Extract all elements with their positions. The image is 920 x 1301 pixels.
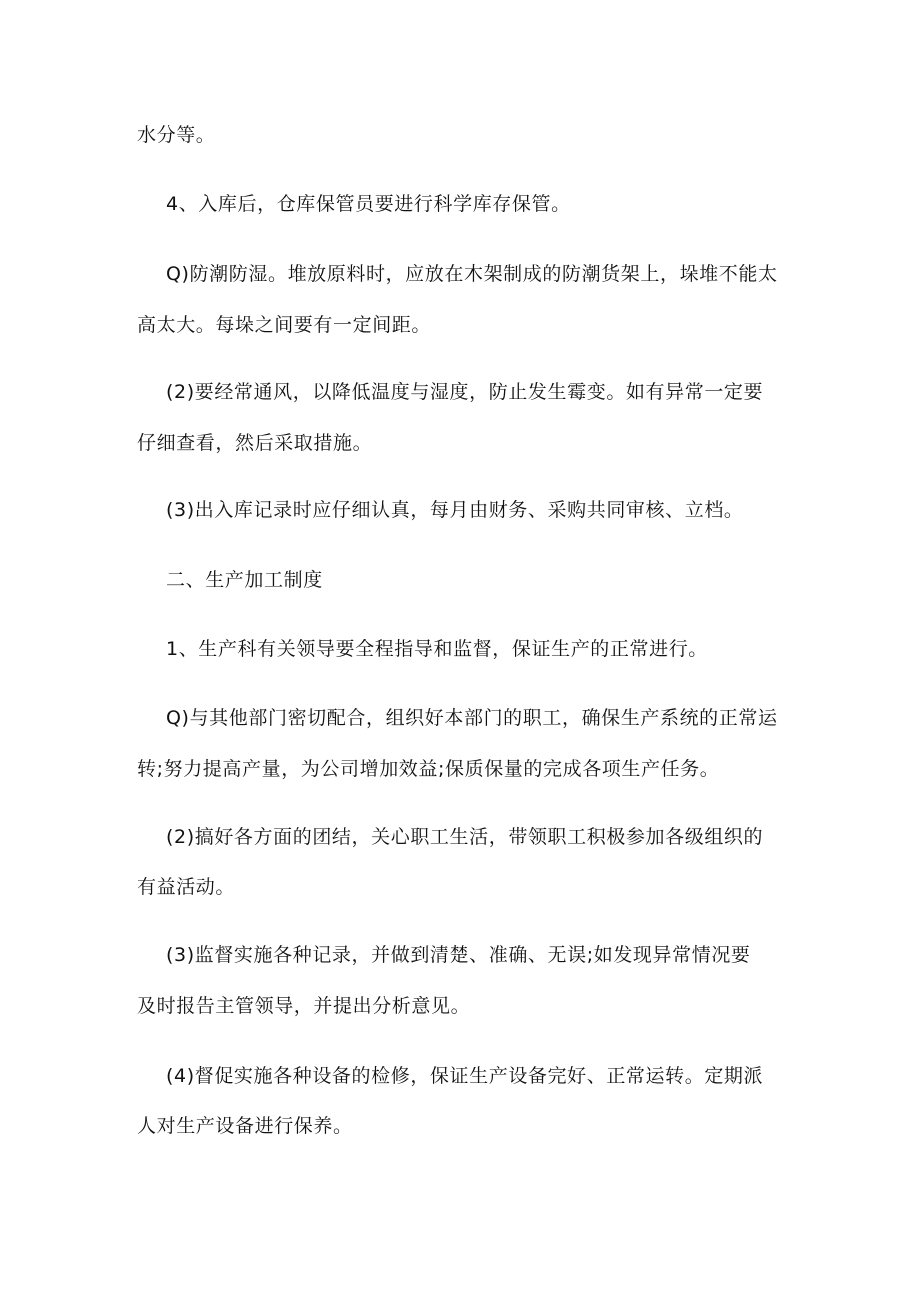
text-line: (2)搞好各方面的团结，关心职工生活，带领职工积极参加各级组织的 [166, 826, 764, 848]
text-line: 转;努力提高产量，为公司增加效益;保质保量的完成各项生产任务。 [137, 758, 720, 780]
text-line: (4)督促实施各种设备的检修，保证生产设备完好、正常运转。定期派 [166, 1065, 764, 1087]
text-line: 1、生产科有关领导要全程指导和监督，保证生产的正常进行。 [166, 638, 708, 660]
text-line: 及时报告主管领导，并提出分析意见。 [137, 995, 471, 1017]
text-line: 4、入库后，仓库保管员要进行科学库存保管。 [166, 193, 571, 215]
text-line: Q)与其他部门密切配合，组织好本部门的职工，确保生产系统的正常运 [166, 707, 778, 729]
text-line: 水分等。 [137, 124, 216, 146]
section-heading: 二、生产加工制度 [166, 569, 323, 591]
text-line: 高太大。每垛之间要有一定间距。 [137, 314, 432, 336]
text-line: (3)监督实施各种记录，并做到清楚、准确、无误;如发现异常情况要 [166, 944, 751, 966]
text-line: Q)防潮防湿。堆放原料时，应放在木架制成的防潮货架上，垛堆不能太 [166, 263, 778, 285]
text-line: (3)出入库记录时应仔细认真，每月由财务、采购共同审核、立档。 [166, 499, 744, 521]
text-line: (2)要经常通风，以降低温度与湿度，防止发生霉变。如有异常一定要 [166, 381, 764, 403]
text-line: 有益活动。 [137, 876, 236, 898]
text-line: 仔细查看，然后采取措施。 [137, 432, 373, 454]
text-line: 人对生产设备进行保养。 [137, 1115, 353, 1137]
